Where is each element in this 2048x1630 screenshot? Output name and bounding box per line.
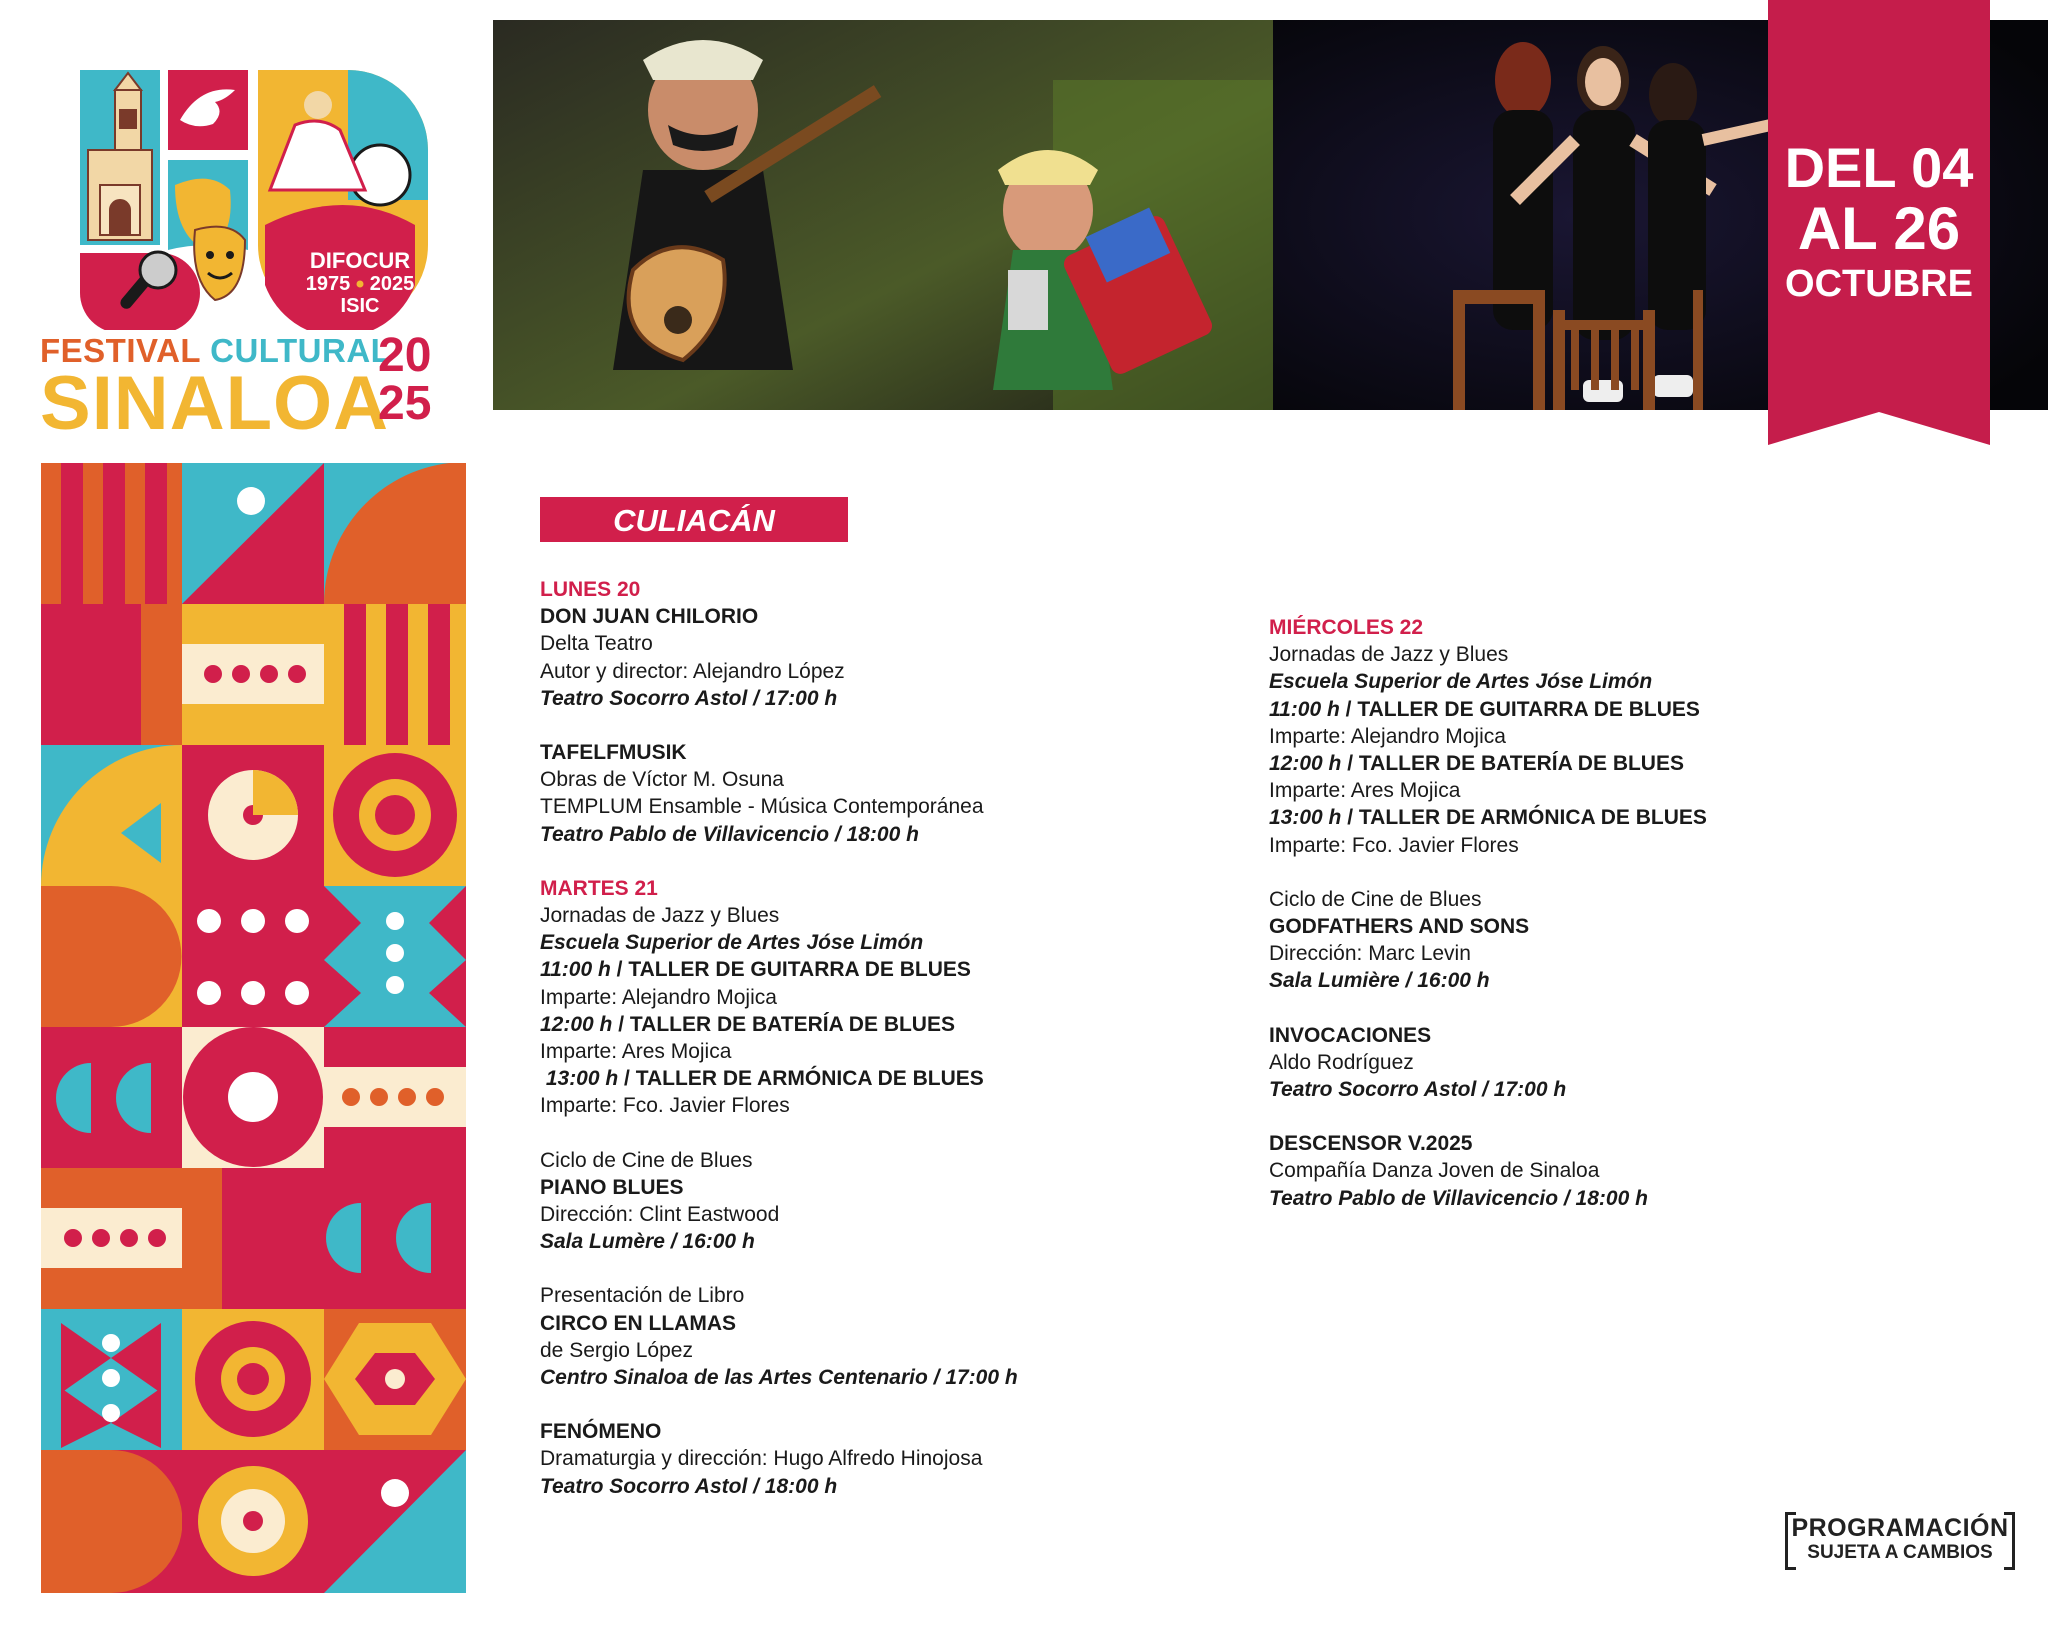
event-detail: Imparte: Alejandro Mojica <box>1269 724 1506 748</box>
event-block <box>540 1147 1170 1256</box>
workshop-line <box>1269 696 1949 723</box>
event-title: DON JUAN CHILORIO <box>540 605 759 629</box>
event-detail: Imparte: Ares Mojica <box>540 1040 732 1064</box>
day-heading: MIÉRCOLES 22 <box>1269 616 1424 639</box>
workshop-line <box>540 1011 1170 1038</box>
workshop-time: 11:00 h <box>1269 697 1340 721</box>
workshop-title: / TALLER DE ARMÓNICA DE BLUES <box>618 1067 984 1091</box>
decorative-pattern <box>41 463 466 1593</box>
event-detail: Dirección: Clint Eastwood <box>540 1203 780 1227</box>
schedule-right-column <box>1269 614 1949 1212</box>
date-to: AL 26 <box>1797 195 1961 262</box>
event-detail: Delta Teatro <box>540 632 653 656</box>
workshop-title: / TALLER DE BATERÍA DE BLUES <box>612 1012 955 1036</box>
year-bottom: 25 <box>378 377 432 430</box>
event-block <box>1269 886 1949 995</box>
event-title: DESCENSOR V.2025 <box>1269 1132 1473 1156</box>
event-detail: Imparte: Alejandro Mojica <box>540 985 777 1009</box>
event-detail: Dirección: Marc Levin <box>1269 942 1471 966</box>
workshop-line <box>540 956 1170 983</box>
schedule-left-column <box>540 576 1170 1500</box>
event-block <box>540 739 1170 848</box>
event-detail: Imparte: Fco. Javier Flores <box>540 1094 790 1118</box>
festival-word: FESTIVAL <box>40 332 201 369</box>
difocur-badge <box>260 240 460 340</box>
workshop-time: 11:00 h <box>540 958 611 982</box>
day-heading: MARTES 21 <box>540 876 658 900</box>
workshop-time: 12:00 h <box>540 1012 613 1036</box>
date-ribbon <box>1768 0 1990 445</box>
festival-logo <box>40 60 470 450</box>
event-title: CIRCO EN LLAMAS <box>540 1311 736 1335</box>
event-detail: Dramaturgia y dirección: Hugo Alfredo Hinojosa <box>540 1447 983 1471</box>
event-venue-time: Sala Lumière / 16:00 h <box>1269 969 1490 993</box>
city-heading: CULIACÁN <box>540 497 848 542</box>
event-detail: Jornadas de Jazz y Blues <box>1269 643 1509 667</box>
event-venue-time: Teatro Pablo de Villavicencio / 18:00 h <box>1269 1186 1648 1210</box>
workshop-time: 13:00 h <box>1269 806 1342 830</box>
event-block <box>1269 1022 1949 1104</box>
note-line2: SUJETA A CAMBIOS <box>1807 1542 1993 1563</box>
event-title: GODFATHERS AND SONS <box>1269 915 1530 939</box>
event-venue-time: Teatro Socorro Astol / 17:00 h <box>1269 1078 1567 1102</box>
day-heading: LUNES 20 <box>540 578 641 601</box>
event-detail: Ciclo de Cine de Blues <box>540 1148 753 1172</box>
workshop-title: / TALLER DE GUITARRA DE BLUES <box>1339 697 1700 721</box>
event-venue-time: Centro Sinaloa de las Artes Centenario / 17:00 h <box>540 1366 1018 1390</box>
event-venue-time: Escuela Superior de Artes Jóse Limón <box>540 931 924 955</box>
badge-line3: ISIC <box>340 295 380 317</box>
event-detail: Autor y director: Alejandro López <box>540 659 845 683</box>
workshop-time: 12:00 h <box>1269 752 1342 776</box>
workshop-line <box>1269 750 1949 777</box>
event-block <box>540 1282 1170 1391</box>
event-detail: Presentación de Libro <box>540 1284 745 1308</box>
badge-line1: DIFOCUR <box>309 248 411 273</box>
note-line1: PROGRAMACIÓN <box>1791 1514 2009 1542</box>
event-block <box>540 902 1170 1120</box>
event-title: TAFELFMUSIK <box>540 741 687 765</box>
schedule-subject-to-change-note <box>1785 1512 2015 1567</box>
event-detail: Ciclo de Cine de Blues <box>1269 887 1482 911</box>
event-title: FENÓMENO <box>540 1420 662 1444</box>
workshop-line <box>1269 804 1949 831</box>
workshop-title: / TALLER DE GUITARRA DE BLUES <box>610 958 971 982</box>
event-block <box>540 603 1170 712</box>
workshop-title: / TALLER DE BATERÍA DE BLUES <box>1341 752 1684 776</box>
sinaloa-wordmark: SINALOA <box>40 361 389 446</box>
workshop-time: 13:00 h <box>540 1067 619 1091</box>
event-detail: Aldo Rodríguez <box>1269 1050 1414 1074</box>
event-detail: Compañía Danza Joven de Sinaloa <box>1269 1159 1600 1183</box>
badge-year-start: 1975 <box>305 273 351 295</box>
year-top: 20 <box>378 329 432 382</box>
event-venue-time: Sala Lumère / 16:00 h <box>540 1230 755 1254</box>
event-venue-time: Teatro Socorro Astol / 18:00 h <box>540 1474 838 1498</box>
event-title: PIANO BLUES <box>540 1175 684 1199</box>
workshop-title: / TALLER DE ARMÓNICA DE BLUES <box>1341 806 1707 830</box>
event-block <box>540 1418 1170 1500</box>
date-from: DEL 04 <box>1784 136 1974 199</box>
badge-year-end: 2025 <box>369 273 415 295</box>
event-title: INVOCACIONES <box>1269 1023 1432 1047</box>
date-month: OCTUBRE <box>1785 263 1973 305</box>
cultural-word: CULTURAL <box>210 332 392 369</box>
workshop-line <box>540 1065 1170 1092</box>
event-detail: Obras de Víctor M. Osuna <box>540 768 784 792</box>
event-block <box>1269 1130 1949 1212</box>
event-block <box>1269 641 1949 859</box>
event-venue-time: Escuela Superior de Artes Jóse Limón <box>1269 670 1653 694</box>
event-detail: Jornadas de Jazz y Blues <box>540 904 780 928</box>
event-detail: de Sergio López <box>540 1338 693 1362</box>
event-detail: Imparte: Ares Mojica <box>1269 779 1461 803</box>
event-venue-time: Teatro Socorro Astol / 17:00 h <box>540 686 838 710</box>
event-detail: TEMPLUM Ensamble - Música Contemporánea <box>540 795 984 819</box>
event-detail: Imparte: Fco. Javier Flores <box>1269 833 1519 857</box>
event-venue-time: Teatro Pablo de Villavicencio / 18:00 h <box>540 822 919 846</box>
